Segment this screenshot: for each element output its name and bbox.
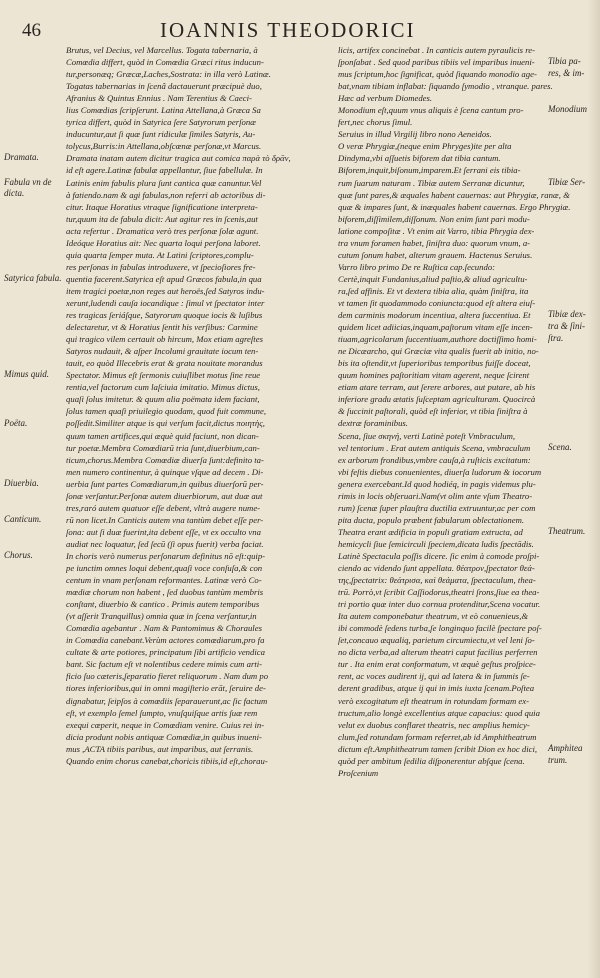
text-line: inferiore gradu ætatis ſuſceptam agriculturam. Quocircà bbox=[338, 394, 536, 405]
text-line: à fatiendo.nam & agi fabulas,non referri ab actoribus di- bbox=[66, 189, 266, 200]
margin-note: Amphitea bbox=[548, 742, 583, 753]
text-line: tolycus,Burris:in Attellana,obſcœnæ perſonæ,vt Marcus. bbox=[66, 141, 262, 152]
text-line: latione compoſitæ . Vt enim ait Varro, tibia Phrygia dex- bbox=[338, 225, 535, 236]
text-line: Certè,inquit Fundanius,aliud paſtio,& aliud agricultu- bbox=[338, 273, 528, 284]
text-line: quidem licet adiicias,inquam,paſtorum vitam eſſe incen- bbox=[338, 322, 533, 333]
left-text-column bbox=[66, 44, 324, 767]
text-line: quæ & impares ſunt, & inæquales habent cauernas. Ergo Phrygiæ. bbox=[338, 201, 571, 212]
text-line: της,ſpectatrix: θεάτρισα, καὶ θεάματα, ſpectaculum, thea- bbox=[338, 575, 536, 586]
text-line: ex arborum frondibus,vmbre cauſa,à ruſticis excitatum: bbox=[338, 454, 531, 465]
text-line: tur,quum ita de fabula dicit: Aut agitur res in ſcenis,aut bbox=[66, 213, 258, 224]
text-line: men numero continentur, à quinque vſque ad decem . Di- bbox=[66, 466, 264, 477]
text-line: pe iunctim omnes loqui debent,quaſi voce conſuſa,& con bbox=[66, 563, 263, 574]
running-head: IOANNIS THEODORICI bbox=[160, 18, 416, 42]
text-line: Ideóque Horatius ait: Nec quarta loqui perſona laboret. bbox=[66, 237, 261, 248]
text-line: Proſcenium bbox=[338, 767, 379, 778]
margin-note: Diuerbia. bbox=[4, 477, 39, 488]
text-line: Togatas tabernarias in ſcenâ dactauerunt præcipuè duo, bbox=[66, 81, 262, 92]
text-line: acta refertur . Dramatica verò tres perſonæ ſolæ agunt. bbox=[66, 225, 259, 236]
text-line: quaſi ſolus imitetur. & quum alia poëmata idem faciant, bbox=[66, 394, 260, 405]
text-line: genera exercebant.Id quod hodiéq, in pagis videmus plu- bbox=[338, 478, 536, 489]
text-line: quum homines paſtoritiam vitam agerent, neque ſcirent bbox=[338, 370, 530, 381]
text-line: Biforem,inquit,biſonum,imparem.Et ſerrani eis tibia- bbox=[338, 165, 521, 176]
text-line: id eſt agere.Latinæ fabulæ appellantur, ſiue fabellulæ. In bbox=[66, 165, 263, 176]
margin-note: ſtra. bbox=[548, 333, 564, 344]
margin-note: Canticum. bbox=[4, 513, 42, 524]
text-line: Monodium eſt,quum vnus aliquis è ſcena cantum pro- bbox=[338, 105, 524, 116]
text-line: exequi cœperit, neque in Comœdiam venire. Cuius rei in- bbox=[66, 719, 265, 730]
text-line: centum in vnam perſonam reformantes. Latinæ verò Co- bbox=[66, 575, 262, 586]
text-line: Quando enim chorus canebat,choricis tibiis,id eſt,chorau- bbox=[66, 755, 268, 766]
text-line: tres,raró autem quatuor eſſe debent, vltrà augere nume- bbox=[66, 502, 261, 513]
margin-note: Tibiæ dex- bbox=[548, 309, 586, 320]
text-line: tiores inferioribus,qui in omni magiſterio erāt, ſeruire de- bbox=[66, 683, 266, 694]
text-line: (vt aſſerit Tranquillus) omnia quæ in ſcena verſantur,in bbox=[66, 611, 257, 622]
margin-note: Tibiæ Ser- bbox=[548, 176, 586, 187]
margin-note: Poëta. bbox=[4, 417, 28, 428]
text-line: bis ita oſtendit,vt ſuperioribus temporibus fuiſſe doceat, bbox=[338, 358, 531, 369]
text-line: Comœdia differt, quòd in Comœdia Græci ritus inducun- bbox=[66, 57, 264, 68]
text-line: ne Dicæarcho, qui Græciæ vita qualis fuerit ab initio, no- bbox=[338, 346, 539, 357]
text-line: ſponſabat . Sed quod paribus tibiis vel imparibus inueni- bbox=[338, 57, 535, 68]
text-line: tur . Ita enim erat conformatum, vt æquè geſtus proſpice- bbox=[338, 659, 536, 670]
text-line: Hæc ad verbum Diomedes. bbox=[338, 93, 433, 104]
text-line: dem carminis modorum incentiua, altera ſuccentiua. Et bbox=[338, 310, 531, 321]
text-line: quum tamen artifices,qui æquè quid faciunt, non dican- bbox=[66, 430, 259, 441]
text-line: poſſedit.Similiter atque is qui verſum facit,dictus ποιητὴς, bbox=[66, 418, 265, 429]
text-line: biforem,diſſimilem,diſſonum. Non enim ſunt pari modu- bbox=[338, 213, 530, 224]
text-line: quòd per ambitum ſedilia diſponerentur abſque ſcena. bbox=[338, 755, 525, 766]
text-line: quia quarta ſemper muta. At Latini ſcriptores,complu- bbox=[66, 249, 254, 260]
text-line: bat,vnam tibiam inflabat: ſiquando ſymodio , vtranque. pares. bbox=[338, 81, 553, 92]
right-text-column bbox=[338, 44, 584, 779]
text-line: eſt, vt exemplo ſemel ſumpto, vnuſquiſque artis ſuæ rem bbox=[66, 707, 258, 718]
margin-note: Chorus. bbox=[4, 550, 33, 561]
text-line: rentia,vel factorum cum laſciuia imitatio. Mimus dictus, bbox=[66, 382, 260, 393]
text-line: In choris verò numerus perſonarum definitus nō eſt:quip- bbox=[66, 550, 266, 561]
text-line: dictum eſt.Amphitheatrum tamen ſcribit Dion ex hoc dici, bbox=[338, 743, 538, 754]
margin-note: Theatrum. bbox=[548, 526, 586, 536]
text-line: tri portio quæ inter duo cornua protenditur,Scena vocatur. bbox=[338, 599, 541, 610]
text-line: quæ ſunt pares,& æquales habent cauernas: aut Phrygiæ, ranæ, & bbox=[338, 189, 570, 200]
text-line: tur poetæ.Membra Comœdiarū tria ſunt,diuerbium,can- bbox=[66, 442, 260, 453]
margin-note: Scena. bbox=[548, 441, 572, 452]
text-line: licis, artifex concinebat . In canticis autem pyraulicis re- bbox=[338, 45, 536, 55]
text-line: rū non licet.In Canticis autem vna tantùm debet eſſe per- bbox=[66, 514, 264, 525]
text-line: rum ſuarum naturam . Tibiæ autem Serranæ dicuntur, bbox=[338, 177, 525, 188]
text-line: vt tamen ſit quodammodo coniuncta:quod eſt altera eiuſ- bbox=[338, 297, 536, 308]
margin-note: tra & ſini- bbox=[548, 321, 586, 332]
text-line: mus ,ACTA tibiis paribus, aut imparibus, aut ſerranis. bbox=[66, 743, 254, 754]
text-line: tyrica differt, quòd in Satyrica ſere Satyrorum perſonæ bbox=[66, 117, 256, 128]
text-line: clum,ſed rotundam formam referret,ab id Amphitheatrum bbox=[338, 731, 537, 742]
text-line: Seruius in illud Virgilij libro nono Aeneidos. bbox=[338, 129, 492, 140]
text-line: item tragici poetæ,non reges aut heroës,ſed Satyros indu- bbox=[66, 285, 265, 296]
text-line: Dramata inatam autem dicitur tragica aut comica παρὰ τὸ δρᾶν, bbox=[66, 153, 291, 164]
text-line: hemicycli ſiue ſemicirculi ſpeciem,dicata ludis ſpectādis. bbox=[338, 538, 534, 549]
text-line: conſtant, diuerbio & cantico . Primis autem temporibus bbox=[66, 599, 260, 610]
text-line: lius Comœdias ſcripſerunt. Latina Attellana,à Græca Sa bbox=[66, 105, 261, 116]
text-line: Comœdia agebantur . Nam & Pantomimus & Choraules bbox=[66, 623, 262, 634]
text-line: Satyros nudauit, & aſper Incolumi grauitate iocum ten- bbox=[66, 346, 259, 357]
text-line: Ita autem componebatur theatrum, vt eò conuenieus,& bbox=[338, 611, 529, 622]
text-line: cutum ſonum habet, alterum grauem. Hactenus Seruius. bbox=[338, 249, 533, 260]
text-line: Scena, ſiue σκηνή, verti Latinè poteſt Vmbraculum, bbox=[338, 430, 516, 441]
text-line: O veræ Phrygiæ,(neque enim Phryges)ite per alta bbox=[338, 141, 512, 152]
text-line: ficio ſuo cæteris,ſeparatio fieret reliquorum . Nam dum po bbox=[66, 671, 269, 682]
text-line: pita ducta, populo præbent fabularum oblectationem. bbox=[338, 514, 525, 525]
text-line: fert,nec chorus ſimul. bbox=[338, 117, 413, 128]
text-line: Dindyma,vbi aſſuetis biforem dat tibia cantum. bbox=[338, 153, 501, 164]
margin-note: res, & im- bbox=[548, 68, 585, 79]
text-line: delectaretur, vt & Horatius ſentit his verſibus: Carmine bbox=[66, 322, 258, 333]
text-line: velut ex duobus conflaret theatris, nec amplius hemicy- bbox=[338, 719, 530, 730]
text-line: bant. Sic factum eſt vt nolentibus cedere mimis cum arti- bbox=[66, 659, 263, 670]
text-line: ſolus tamen quaſi priuilegio quodam, quod fuit commune, bbox=[66, 406, 267, 417]
text-line: inducuntur,aut ſi quæ ſunt ridiculæ ſimiles Satyris, Au- bbox=[66, 129, 256, 140]
margin-note: Dramata. bbox=[4, 152, 39, 163]
text-line: uerbia ſunt partes Comœdiarum,in quibus diuerſorū per- bbox=[66, 478, 264, 489]
text-line: ibi commodè ſedens turba,ſe longinquo facilè ſpectare poſ- bbox=[338, 623, 542, 634]
text-line: Varro libro primo De re Ruſtica cap.ſecundo: bbox=[338, 261, 496, 272]
margin-note: trum. bbox=[548, 754, 568, 765]
text-line: Theatra erant ædificia in populi gratiam extructa, ad bbox=[338, 526, 523, 537]
text-line: Spectator. Mimus eſt ſermonis cuiuſlibet motus ſine reue bbox=[66, 370, 261, 381]
margin-note: Mimus quid. bbox=[4, 369, 49, 380]
text-line: qui tragico vilem certauit ob hircum, Mox etiam agreſtes bbox=[66, 334, 263, 345]
text-line: in Comœdia canebant.Verùm actores comœdiarum,pro fa bbox=[66, 635, 265, 646]
text-line: rum) ſcenæ ſuper plauſtra ductilia extruuntur,ac per com bbox=[338, 502, 536, 513]
text-line: res tragicas ſeriáſque, Satyrorum quoque iocis & luſibus bbox=[66, 310, 263, 321]
text-line: etiam atare terram, aut ſerere arbores, aut putare, ab his bbox=[338, 382, 536, 393]
text-line: trū. Porrò,vt ſcribit Caſſiodorus,theatri ſrons,ſiue ea thea- bbox=[338, 587, 540, 598]
text-line: audiat nec loquatur, ſed ſecū (ſi opus fuerit) verba faciat. bbox=[66, 538, 264, 549]
text-line: quentia facerent.Satyrica eſt apud Græcos fabula,in qua bbox=[66, 273, 262, 284]
text-line: tra vnum foramen habet, ſiniſtra duo: quorum vnum, a- bbox=[338, 237, 531, 248]
text-line: cultate & arte potiores, principatum ſibi artificio vendica bbox=[66, 647, 265, 658]
text-line: ra,ſed affinis. Et vt dextera tibia alia, quàm ſiniſtra, ita bbox=[338, 285, 529, 296]
text-line: dicia produnt nobis antiquæ Comœdiæ,in quibus inueni- bbox=[66, 731, 262, 742]
text-line: rent, ac voces audirent ij, qui ad latera & in ſummis ſe- bbox=[338, 671, 530, 682]
text-line: res perſonas in fabulas introduxere, vt ſpecioſiores fre- bbox=[66, 261, 256, 272]
text-line: Latinè Spectacula poſſis dicere. ſic enim à comode proſpi- bbox=[338, 550, 540, 561]
text-line: Afranius & Quintus Ennius . Nam Terentius & Caeci- bbox=[66, 93, 252, 104]
text-line: derent gradibus, atque ij qui in imis iuxta ſcenam.Poſtea bbox=[338, 683, 535, 694]
text-line: Brutus, vel Decius, vel Marcellus. Togata tabernaria, à bbox=[66, 45, 258, 55]
text-line: ſet,concauo æqualiq, parietum circumiectu,vt vel leni ſo- bbox=[338, 635, 535, 646]
margin-note: Satyrica fabula. bbox=[4, 272, 62, 283]
text-line: tructum,alio longè excellentius atque capacius: quod quia bbox=[338, 707, 540, 718]
margin-note: Fabula vn de dicta. bbox=[4, 176, 52, 198]
text-line: dignabatur, ſeipſos à comœdiis ſeparauerunt,ac ſic factum bbox=[66, 695, 268, 706]
text-line: dextræ foraminibus. bbox=[338, 418, 408, 429]
text-line: ſona: aut ſi duæ fuerint,ita debent eſſe, vt ex occulto vna bbox=[66, 526, 261, 537]
page-number: 46 bbox=[22, 20, 41, 41]
text-line: citur. Itaque Horatius vtraque ſignificatione interpreta- bbox=[66, 201, 258, 212]
margin-note: Tibia pa- bbox=[548, 56, 581, 67]
text-line: no dicta verba,ad alterum theatri caput facilius perferren bbox=[338, 647, 538, 658]
text-line: Latinis enim fabulis plura ſunt cantica quæ canuntur.Vel bbox=[66, 177, 262, 188]
text-line: mus ſcriptum,hoc ſignificat, quòd ſiquando monodio age- bbox=[338, 69, 537, 80]
text-line: vel tentorium . Erat autem antiquis Scena, vmbraculum bbox=[338, 442, 531, 453]
text-line: xerunt,ludendi cauſa iocandique : ſimul vt ſpectator inter bbox=[66, 297, 265, 308]
text-line: verò excogitatum eſt theatrum in rotundam formam ex- bbox=[338, 695, 530, 706]
text-line: ticum,chorus.Membra Comœdiæ diuerſa ſunt:definito ta- bbox=[66, 454, 264, 465]
text-line: tur,personæq; Græcæ,Laches,Sostrata: in illa verò Latinæ. bbox=[66, 69, 271, 80]
text-line: tauit, eo quòd Illecebris erat & grata nouitate morandus bbox=[66, 358, 263, 369]
text-line: tiuam,agricolarum ſuccentiuam,authore doctiſſimo homi- bbox=[338, 334, 537, 345]
text-line: vbi feſtis diebus conuenientes, diuerſa ludorum & iocorum bbox=[338, 466, 542, 477]
margin-note: Monodium bbox=[548, 104, 587, 115]
text-line: mœdiæ chorum non habent , ſed duobus tantùm membris bbox=[66, 587, 264, 598]
text-line: ciendo ac videndo ſunt appellata. θέατρον,ſpectator θεά- bbox=[338, 563, 535, 574]
text-line: rimis in locis obſeruari.Nam(vt olim ante vſum Theatro- bbox=[338, 490, 533, 501]
text-line: ſonæ verſantur.Perſonæ autem diuerbiorum, aut duæ aut bbox=[66, 490, 263, 501]
text-line: & ſuccinit paſtorali, quòd eſt inferior, vt tibia ſiniſtra à bbox=[338, 406, 528, 417]
page-edge bbox=[588, 0, 600, 978]
